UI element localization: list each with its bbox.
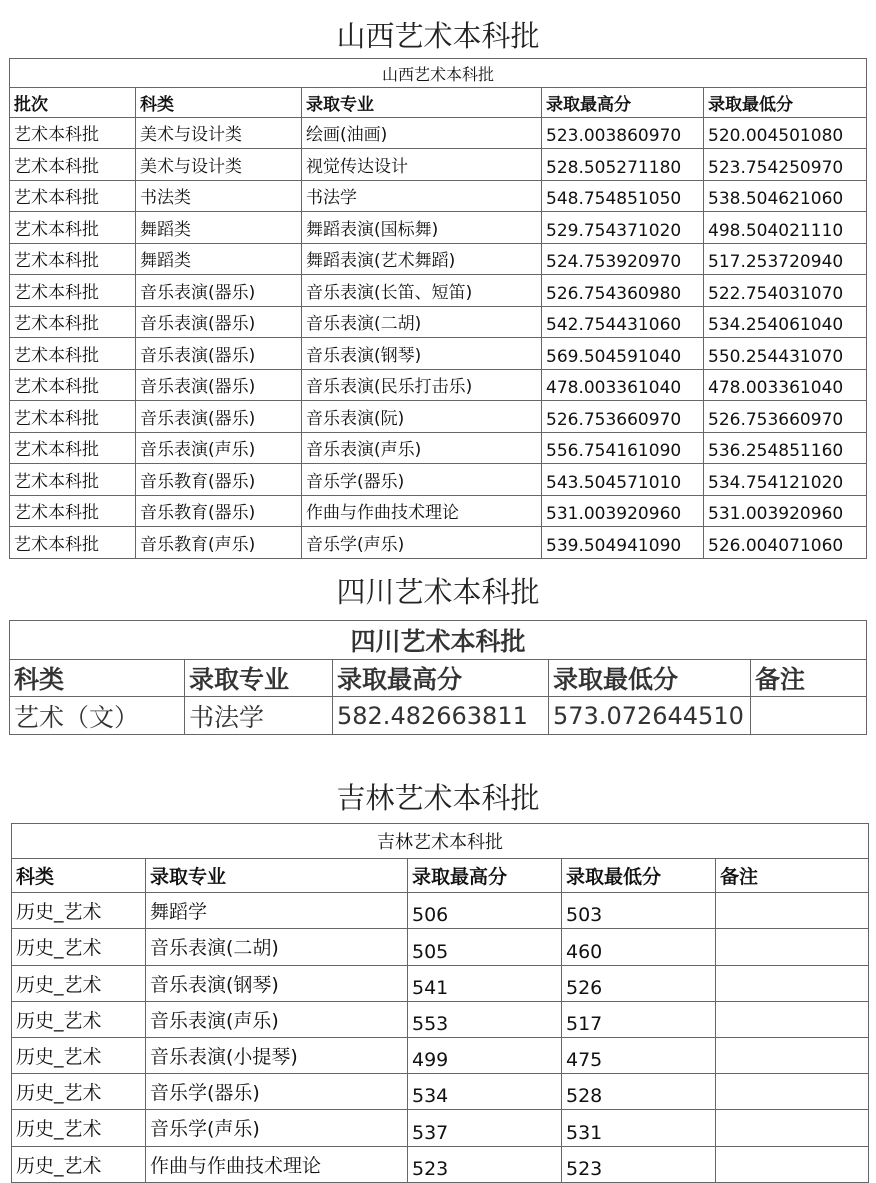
table-cell: 音乐学(器乐) [146,1074,408,1110]
table-cell: 作曲与作曲技术理论 [302,495,542,527]
table-cell: 541 [408,965,562,1001]
table-cell: 艺术（文） [10,697,185,735]
column-header: 录取专业 [146,859,408,893]
table-cell [716,1074,869,1110]
table-cell: 528.505271180 [542,149,704,181]
table-cell: 523.003860970 [542,117,704,149]
table-cell: 音乐表演(器乐) [136,401,302,433]
table-cell: 舞蹈类 [136,243,302,275]
column-header: 录取专业 [185,660,333,697]
table-cell: 艺术本科批 [10,401,136,433]
table-cell: 历史_艺术 [12,1146,146,1182]
table-cell: 523 [562,1146,716,1182]
table-cell: 音乐表演(阮) [302,401,542,433]
table-cell: 534 [408,1074,562,1110]
table-row [10,527,867,559]
table-cell: 543.504571010 [542,464,704,496]
table-row [10,338,867,370]
table-row [12,1146,869,1182]
table-cell: 历史_艺术 [12,929,146,965]
table-cell: 550.254431070 [704,338,867,370]
table-cell: 音乐学(器乐) [302,464,542,496]
sichuan-section-title: 四川艺术本科批 [336,575,540,609]
table-cell: 526.753660970 [542,401,704,433]
table-cell: 460 [562,929,716,965]
table-row [12,1037,869,1073]
table-cell: 艺术本科批 [10,464,136,496]
table-row [10,180,867,212]
table-cell: 艺术本科批 [10,117,136,149]
table-cell: 音乐表演(长笛、短笛) [302,275,542,307]
table-cell: 517.253720940 [704,243,867,275]
table-cell: 美术与设计类 [136,149,302,181]
column-header: 录取最低分 [549,660,751,697]
table-row [12,1001,869,1037]
column-header: 科类 [12,859,146,893]
table-row [10,306,867,338]
table-cell: 舞蹈表演(艺术舞蹈) [302,243,542,275]
table-cell: 539.504941090 [542,527,704,559]
table-cell: 音乐教育(器乐) [136,464,302,496]
table-cell [716,965,869,1001]
table-cell [716,1037,869,1073]
table-cell: 531.003920960 [704,495,867,527]
shanxi-section-title: 山西艺术本科批 [336,19,540,53]
table-row [10,432,867,464]
table-cell: 536.254851160 [704,432,867,464]
table-cell: 艺术本科批 [10,432,136,464]
table-cell: 475 [562,1037,716,1073]
jilin-section-title: 吉林艺术本科批 [336,781,540,815]
table-cell: 526.754360980 [542,275,704,307]
table-cell: 音乐表演(器乐) [136,338,302,370]
table-cell: 548.754851050 [542,180,704,212]
table-row [10,275,867,307]
table-cell: 523.754250970 [704,149,867,181]
table-cell: 505 [408,929,562,965]
column-header: 备注 [716,859,869,893]
table-cell: 517 [562,1001,716,1037]
table-cell: 舞蹈表演(国标舞) [302,212,542,244]
table-cell: 522.754031070 [704,275,867,307]
table-cell: 舞蹈学 [146,893,408,929]
table-caption: 四川艺术本科批 [10,621,867,660]
table-row [12,929,869,965]
table-cell: 音乐学(声乐) [302,527,542,559]
column-header: 录取最低分 [562,859,716,893]
table-row [10,369,867,401]
table-cell: 499 [408,1037,562,1073]
table-cell: 音乐表演(钢琴) [146,965,408,1001]
table-row [10,212,867,244]
table-cell: 音乐表演(二胡) [302,306,542,338]
table-cell: 艺术本科批 [10,369,136,401]
jilin-table [11,823,869,1183]
table-cell [716,929,869,965]
table-cell: 582.482663811 [333,697,549,735]
table-cell: 历史_艺术 [12,893,146,929]
table-cell: 音乐表演(二胡) [146,929,408,965]
table-cell: 音乐学(声乐) [146,1110,408,1146]
column-header: 录取最低分 [704,88,867,118]
table-cell: 音乐表演(器乐) [136,306,302,338]
table-cell: 艺术本科批 [10,212,136,244]
table-cell: 526 [562,965,716,1001]
table-cell: 艺术本科批 [10,495,136,527]
table-cell: 历史_艺术 [12,1110,146,1146]
table-cell: 524.753920970 [542,243,704,275]
table-cell: 艺术本科批 [10,275,136,307]
column-header: 科类 [10,660,185,697]
table-cell: 绘画(油画) [302,117,542,149]
table-row [10,464,867,496]
table-cell: 478.003361040 [542,369,704,401]
table-cell: 艺术本科批 [10,527,136,559]
table-cell: 506 [408,893,562,929]
table-cell: 音乐表演(器乐) [136,275,302,307]
table-cell: 542.754431060 [542,306,704,338]
column-header: 录取最高分 [408,859,562,893]
table-cell: 音乐教育(声乐) [136,527,302,559]
column-header: 录取最高分 [542,88,704,118]
table-cell: 历史_艺术 [12,1001,146,1037]
table-cell: 音乐表演(小提琴) [146,1037,408,1073]
table-cell: 528 [562,1074,716,1110]
table-caption: 吉林艺术本科批 [12,824,869,859]
table-cell [751,697,867,735]
column-header: 备注 [751,660,867,697]
shanxi-table [9,58,867,559]
table-cell: 美术与设计类 [136,117,302,149]
table-cell: 520.004501080 [704,117,867,149]
table-cell [716,893,869,929]
table-cell: 556.754161090 [542,432,704,464]
table-row [12,965,869,1001]
table-cell: 艺术本科批 [10,243,136,275]
table-cell: 历史_艺术 [12,965,146,1001]
table-cell: 艺术本科批 [10,149,136,181]
column-header: 录取专业 [302,88,542,118]
table-cell: 音乐表演(声乐) [146,1001,408,1037]
table-cell: 历史_艺术 [12,1074,146,1110]
table-cell: 537 [408,1110,562,1146]
table-row [12,1074,869,1110]
table-cell: 音乐教育(器乐) [136,495,302,527]
table-cell: 531.003920960 [542,495,704,527]
table-row [10,117,867,149]
table-cell: 523 [408,1146,562,1182]
table-cell: 舞蹈类 [136,212,302,244]
table-row [12,1110,869,1146]
table-row [12,893,869,929]
table-cell: 529.754371020 [542,212,704,244]
table-cell: 569.504591040 [542,338,704,370]
table-cell: 573.072644510 [549,697,751,735]
table-cell: 作曲与作曲技术理论 [146,1146,408,1182]
table-cell: 498.504021110 [704,212,867,244]
table-row [10,243,867,275]
table-cell: 534.754121020 [704,464,867,496]
table-cell: 艺术本科批 [10,180,136,212]
table-cell: 503 [562,893,716,929]
table-cell: 526.004071060 [704,527,867,559]
table-cell: 音乐表演(民乐打击乐) [302,369,542,401]
table-cell: 538.504621060 [704,180,867,212]
table-cell: 553 [408,1001,562,1037]
table-cell [716,1001,869,1037]
table-row [10,401,867,433]
table-cell: 音乐表演(声乐) [136,432,302,464]
column-header: 科类 [136,88,302,118]
table-cell: 音乐表演(声乐) [302,432,542,464]
table-cell: 书法学 [185,697,333,735]
table-cell: 书法学 [302,180,542,212]
table-cell: 视觉传达设计 [302,149,542,181]
table-cell: 526.753660970 [704,401,867,433]
table-row [10,697,867,735]
table-cell: 历史_艺术 [12,1037,146,1073]
table-cell: 478.003361040 [704,369,867,401]
table-cell: 音乐表演(器乐) [136,369,302,401]
table-cell [716,1110,869,1146]
column-header: 录取最高分 [333,660,549,697]
table-cell [716,1146,869,1182]
column-header: 批次 [10,88,136,118]
table-row [10,149,867,181]
sichuan-table [9,620,867,735]
table-cell: 艺术本科批 [10,306,136,338]
table-caption: 山西艺术本科批 [10,59,867,88]
table-cell: 531 [562,1110,716,1146]
table-cell: 音乐表演(钢琴) [302,338,542,370]
table-row [10,495,867,527]
table-cell: 534.254061040 [704,306,867,338]
table-cell: 书法类 [136,180,302,212]
table-cell: 艺术本科批 [10,338,136,370]
